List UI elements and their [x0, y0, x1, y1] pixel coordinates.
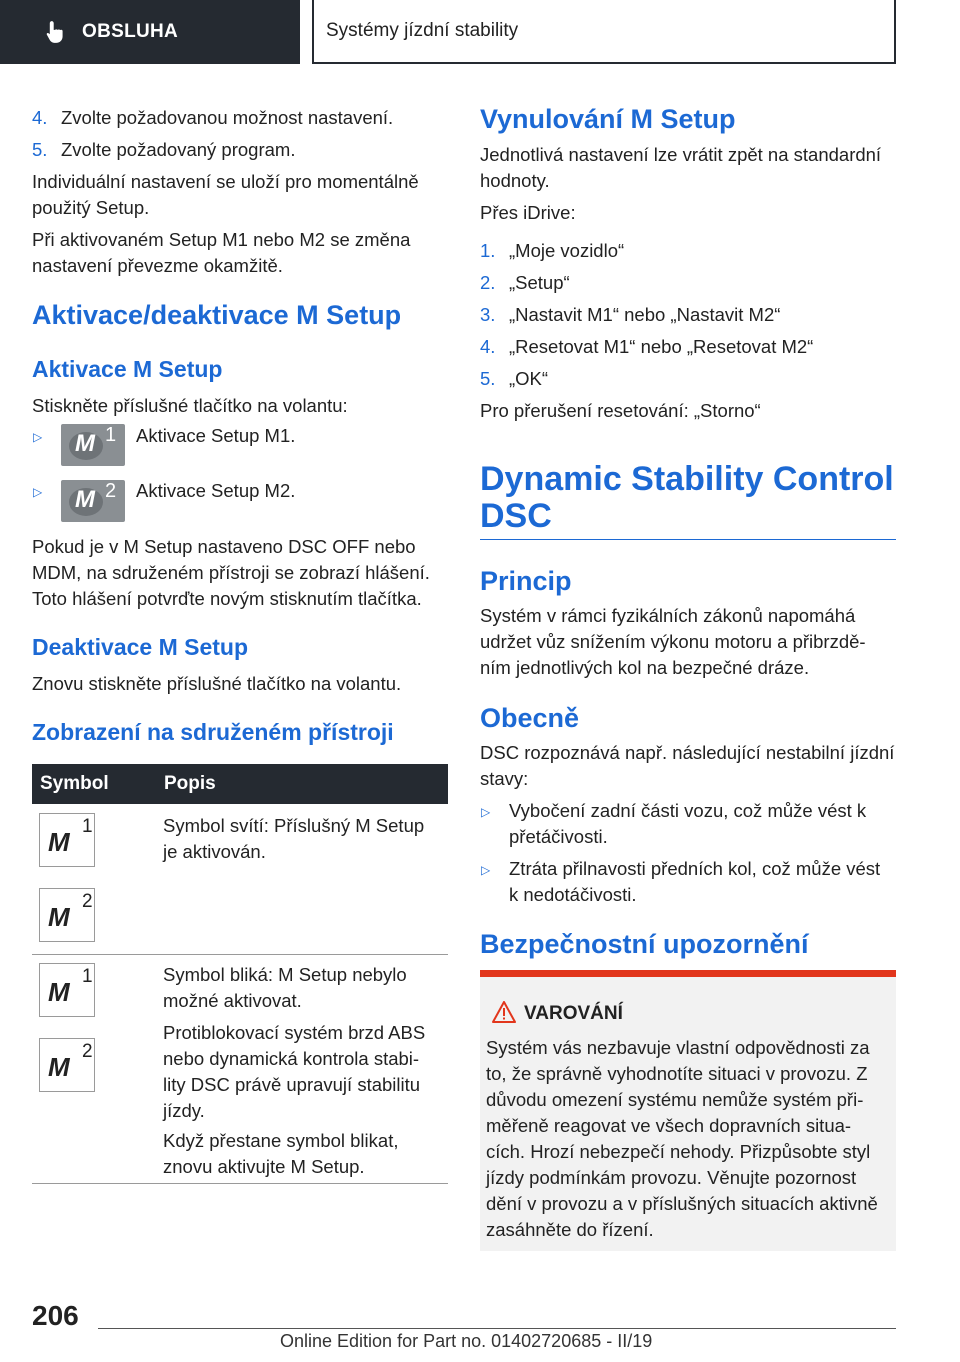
bullet-triangle-icon: ▷ [481, 863, 491, 877]
table-cell-line: lity DSC právě upravují stabilitu [163, 1074, 421, 1095]
paragraph-line: Pokud je v M Setup nastaveno DSC OFF nebo [32, 536, 416, 557]
step-text: „Setup“ [509, 272, 570, 293]
table-cell-line: Protiblokovací systém brzd ABS [163, 1022, 426, 1043]
m2-symbol-icon: M 2 [39, 1038, 95, 1092]
bullet-text: Aktivace Setup M1. [136, 425, 296, 446]
paragraph-line: Znovu stiskněte příslušné tlačítko na volantu. [32, 673, 402, 694]
bullet-text: k nedotáčivosti. [509, 884, 637, 905]
heading-dsc-line2: DSC [480, 497, 552, 535]
heading-dsc-line1: Dynamic Stability Control [480, 460, 894, 498]
paragraph-line: Při aktivovaném Setup M1 nebo M2 se změna [32, 229, 411, 250]
warning-box [480, 970, 896, 1251]
bullet-text: Aktivace Setup M2. [136, 480, 296, 501]
m2-button-icon: M 2 [61, 480, 125, 522]
warning-line: zasáhněte do řízení. [486, 1219, 654, 1240]
warning-line: jízdy podmínkám provozu. Věnujte pozornost [486, 1167, 857, 1188]
column-header-description: Popis [164, 773, 216, 794]
header-section-label: OBSLUHA [82, 21, 179, 42]
paragraph-line: Individuální nastavení se uloží pro momentálně [32, 171, 419, 192]
warning-triangle-icon [492, 1001, 516, 1023]
footer-rule [98, 1328, 896, 1329]
table-row-divider [32, 954, 448, 955]
table-cell-line: je aktivován. [163, 841, 266, 862]
bullet-triangle-icon: ▷ [33, 485, 43, 499]
warning-line: to, že správně vyhodnotíte situaci v provozu. Z [486, 1063, 868, 1084]
bullet-triangle-icon: ▷ [33, 430, 43, 444]
paragraph-line: nastavení převezme okamžitě. [32, 255, 283, 276]
paragraph-line: MDM, na sdruženém přístroji se zobrazí hlášení. [32, 562, 430, 583]
m1-symbol-icon: M 1 [39, 813, 95, 867]
warning-line: dění v provozu a v příslušných situacích aktivně [486, 1193, 878, 1214]
m1-symbol-icon: M 1 [39, 963, 95, 1017]
table-cell-line: znovu aktivujte M Setup. [163, 1156, 365, 1177]
step-number: 5. [32, 139, 48, 160]
paragraph-line: Systém v rámci fyzikálních zákonů napomáhá [480, 605, 856, 626]
paragraph-line: DSC rozpoznává např. následující nestabilní jízdní [480, 742, 895, 763]
bullet-triangle-icon: ▷ [481, 805, 491, 819]
heading-reset: Vynulování M Setup [480, 104, 736, 134]
page-number: 206 [32, 1300, 79, 1331]
table-cell-line: Symbol bliká: M Setup nebylo [163, 964, 407, 985]
step-number: 1. [480, 240, 496, 261]
step-text: „Resetovat M1“ nebo „Resetovat M2“ [509, 336, 814, 357]
bullet-text: přetáčivosti. [509, 826, 608, 847]
paragraph-line: Stiskněte příslušné tlačítko na volantu: [32, 395, 348, 416]
paragraph-line: stavy: [480, 768, 529, 789]
m1-button-icon: M 1 [61, 424, 125, 466]
table-cell-line: Symbol svítí: Příslušný M Setup [163, 815, 425, 836]
step-text: Zvolte požadovanou možnost nastavení. [61, 107, 394, 128]
paragraph-line: Toto hlášení potvrďte novým stisknutím tlačítka. [32, 588, 422, 609]
paragraph-line: udržet vůz snížením výkonu motoru a přibrzdě- [480, 631, 866, 652]
warning-title: VAROVÁNÍ [524, 1003, 623, 1024]
heading-general: Obecně [480, 703, 580, 733]
heading-underline [480, 539, 896, 540]
warning-line: měřeně reagovat ve všech dopravních situa- [486, 1115, 852, 1136]
footer-edition: Online Edition for Part no. 01402720685 - II/19 [280, 1331, 653, 1351]
table-cell-line: jízdy. [163, 1100, 205, 1121]
step-text: Zvolte požadovaný program. [61, 139, 296, 160]
bullet-text: Vybočení zadní části vozu, což může vést k [509, 800, 867, 821]
step-number: 2. [480, 272, 496, 293]
paragraph-line: Pro přerušení resetování: „Storno“ [480, 400, 761, 421]
table-cell-line: nebo dynamická kontrola stabi- [163, 1048, 420, 1069]
header-topic: Systémy jízdní stability [312, 0, 896, 64]
paragraph-line: Přes iDrive: [480, 202, 576, 223]
bullet-text: Ztráta přilnavosti předních kol, což může vést [509, 858, 881, 879]
step-text: „Nastavit M1“ nebo „Nastavit M2“ [509, 304, 781, 325]
table-row-divider [32, 1183, 448, 1184]
warning-text [486, 1035, 890, 1243]
step-number: 3. [480, 304, 496, 325]
paragraph-line: použitý Setup. [32, 197, 150, 218]
warning-line: důvodu omezení systému nemůže systém při- [486, 1089, 864, 1110]
heading-activate: Aktivace/deaktivace M Setup [32, 300, 402, 330]
heading-activation: Aktivace M Setup [32, 356, 223, 382]
step-number: 5. [480, 368, 496, 389]
header-section-tab [0, 0, 300, 64]
step-text: „Moje vozidlo“ [509, 240, 625, 261]
m2-symbol-icon: M 2 [39, 888, 95, 942]
heading-deactivation: Deaktivace M Setup [32, 634, 249, 660]
heading-principle: Princip [480, 566, 572, 596]
table-header [32, 764, 448, 804]
warning-line: cích. Hrozí nebezpečí nehody. Přizpůsobte styl [486, 1141, 871, 1162]
column-header-symbol: Symbol [40, 773, 109, 794]
paragraph-line: Jednotlivá nastavení lze vrátit zpět na standardní [480, 144, 882, 165]
hand-pointer-icon [42, 19, 68, 45]
paragraph-line: hodnoty. [480, 170, 550, 191]
step-text: „OK“ [509, 368, 549, 389]
heading-display: Zobrazení na sdruženém přístroji [32, 719, 394, 745]
step-number: 4. [32, 107, 48, 128]
heading-safety: Bezpečnostní upozornění [480, 929, 809, 959]
step-number: 4. [480, 336, 496, 357]
warning-line: Systém vás nezbavuje vlastní odpovědnosti za [486, 1037, 870, 1058]
table-cell-line: Když přestane symbol blikat, [163, 1130, 399, 1151]
paragraph-line: ním jednotlivých kol na bezpečné dráze. [480, 657, 810, 678]
table-cell-line: možné aktivovat. [163, 990, 302, 1011]
